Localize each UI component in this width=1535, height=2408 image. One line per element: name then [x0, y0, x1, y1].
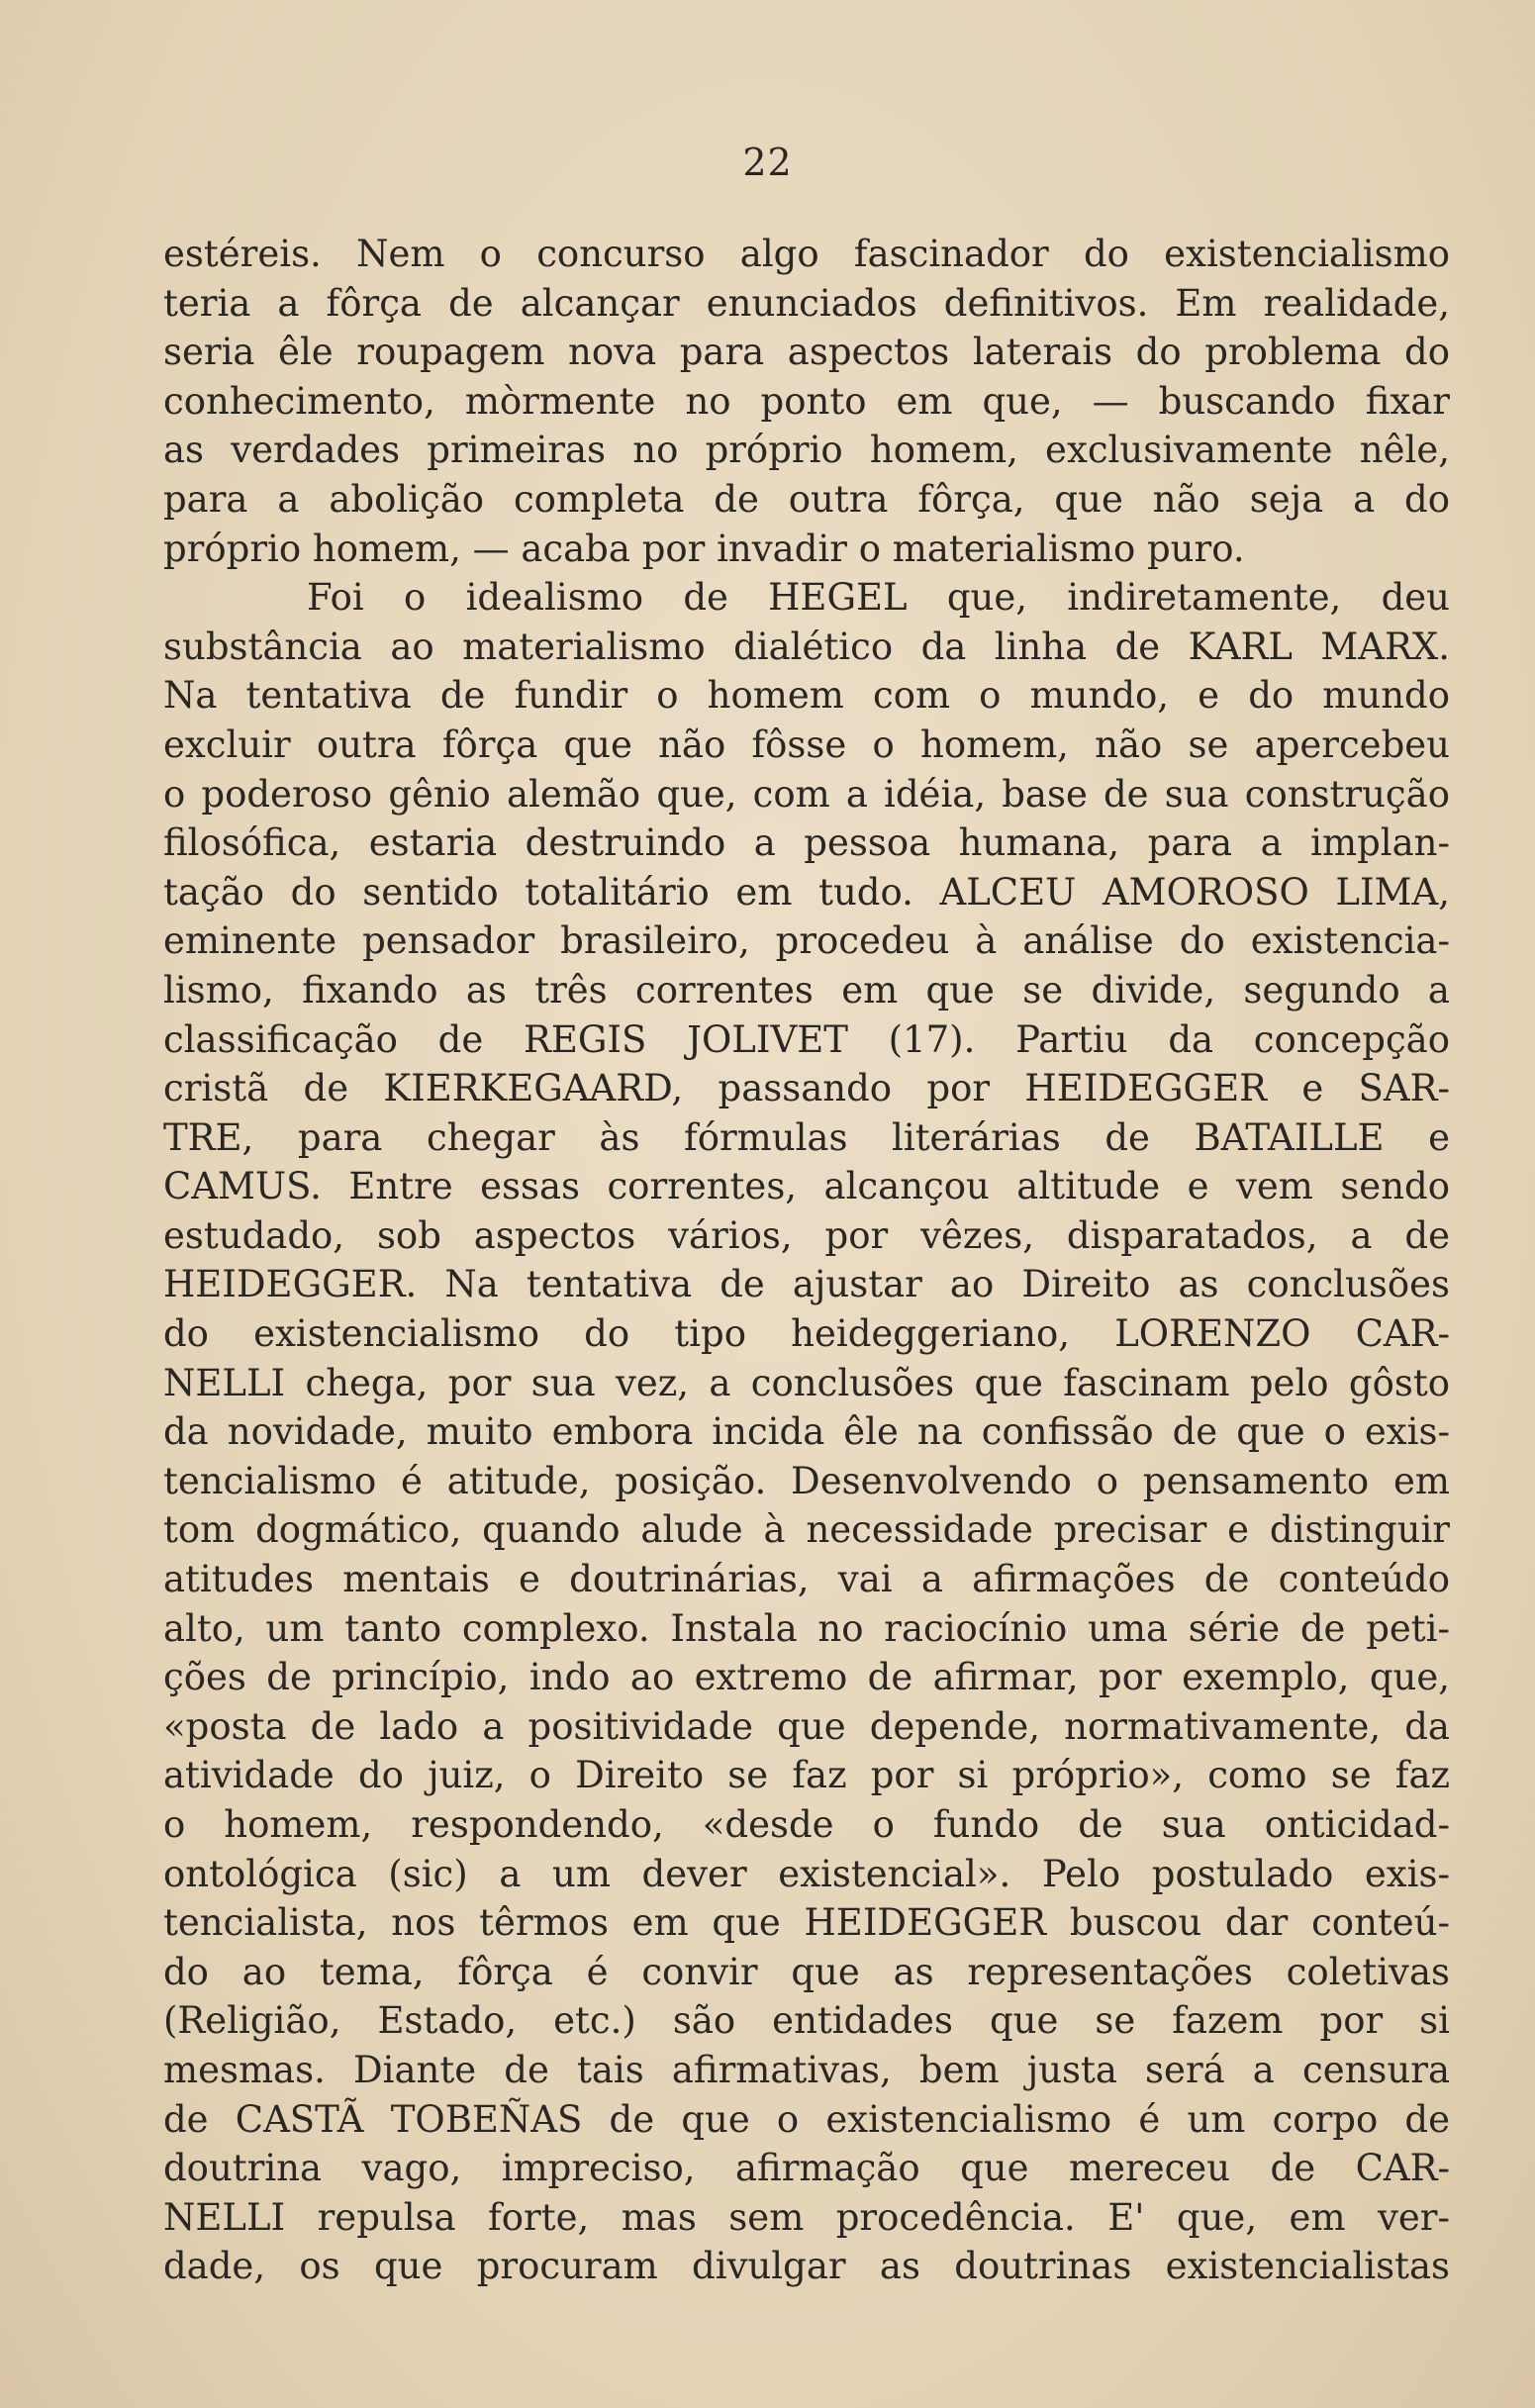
text-line: NELLI chega, por sua vez, a conclusões que fascinam pelo gôsto	[163, 1361, 1450, 1404]
text-line: do existencialismo do tipo heideggeriano, LORENZO CAR-	[163, 1312, 1450, 1356]
text-line: lismo, fixando as três correntes em que se divide, segundo a	[163, 968, 1450, 1011]
text-line: ções de princípio, indo ao extremo de afirmar, por exemplo, que,	[163, 1656, 1450, 1699]
text-line: para a abolição completa de outra fôrça, que não seja a do	[163, 477, 1450, 521]
text-line: doutrina vago, impreciso, afirmação que mereceu de CAR-	[163, 2147, 1450, 2190]
text-line: tação do sentido totalitário em tudo. ALCEU AMOROSO LIMA,	[163, 870, 1450, 914]
text-line: eminente pensador brasileiro, procedeu à análise do existencia-	[163, 919, 1450, 963]
text-line: conhecimento, mòrmente no ponto em que, — buscando fixar	[163, 379, 1450, 423]
text-line: Na tentativa de fundir o homem com o mundo, e do mundo	[163, 674, 1450, 718]
body-text	[163, 230, 1450, 2291]
paragraph	[163, 230, 1450, 573]
text-line: da novidade, muito embora incida êle na confissão de que o exis-	[163, 1410, 1450, 1454]
text-line: as verdades primeiras no próprio homem, exclusivamente nêle,	[163, 429, 1450, 472]
text-line: «posta de lado a positividade que depende, normativamente, da	[163, 1704, 1450, 1748]
page-number: 22	[742, 141, 793, 184]
text-line: NELLI repulsa forte, mas sem procedência. E' que, em ver-	[163, 2195, 1450, 2239]
text-line: o poderoso gênio alemão que, com a idéia, base de sua construção	[163, 772, 1450, 816]
text-line: alto, um tanto complexo. Instala no raciocínio uma série de peti-	[163, 1606, 1450, 1650]
text-line: (Religião, Estado, etc.) são entidades que se fazem por si	[163, 1999, 1450, 2043]
text-line: CAMUS. Entre essas correntes, alcançou altitude e vem sendo	[163, 1165, 1450, 1208]
text-line: TRE, para chegar às fórmulas literárias de BATAILLE e	[163, 1115, 1450, 1159]
text-line: cristã de KIERKEGAARD, passando por HEIDEGGER e SAR-	[163, 1067, 1450, 1110]
text-line: Foi o idealismo de HEGEL que, indiretamente, deu	[307, 576, 1450, 620]
text-line: o homem, respondendo, «desde o fundo de sua onticidad-	[163, 1803, 1450, 1846]
text-line: classificação de REGIS JOLIVET (17). Partiu da concepção	[163, 1017, 1450, 1061]
text-line: teria a fôrça de alcançar enunciados definitivos. Em realidade,	[163, 281, 1450, 325]
text-line: tencialista, nos têrmos em que HEIDEGGER buscou dar conteú-	[163, 1901, 1450, 1945]
text-line: do ao tema, fôrça é convir que as representações coletivas	[163, 1950, 1450, 1993]
text-line: mesmas. Diante de tais afirmativas, bem justa será a censura	[163, 2048, 1450, 2091]
text-line: próprio homem, — acaba por invadir o materialismo puro.	[163, 527, 1245, 570]
paragraph	[163, 573, 1450, 2291]
text-line: substância ao materialismo dialético da linha de KARL MARX.	[163, 625, 1450, 668]
text-line: estéreis. Nem o concurso algo fascinador do existencialismo	[163, 233, 1450, 275]
text-line: excluir outra fôrça que não fôsse o homem, não se apercebeu	[163, 722, 1450, 766]
text-line: atitudes mentais e doutrinárias, vai a afirmações de conteúdo	[163, 1558, 1450, 1601]
text-line: dade, os que procuram divulgar as doutrinas existencialistas	[163, 2245, 1450, 2288]
text-line: tom dogmático, quando alude à necessidade precisar e distinguir	[163, 1508, 1450, 1552]
text-line: tencialismo é atitude, posição. Desenvolvendo o pensamento em	[163, 1459, 1450, 1502]
text-line: HEIDEGGER. Na tentativa de ajustar ao Direito as conclusões	[163, 1263, 1450, 1306]
text-line: estudado, sob aspectos vários, por vêzes, disparatados, a de	[163, 1213, 1450, 1257]
text-line: ontológica (sic) a um dever existencial». Pelo postulado exis-	[163, 1852, 1450, 1895]
text-line: seria êle roupagem nova para aspectos laterais do problema do	[163, 331, 1450, 374]
text-line: de CASTÃ TOBEÑAS de que o existencialismo é um corpo de	[163, 2097, 1450, 2141]
text-line: filosófica, estaria destruindo a pessoa humana, para a implan-	[163, 821, 1450, 865]
text-line: atividade do juiz, o Direito se faz por si próprio», como se faz	[163, 1754, 1450, 1797]
